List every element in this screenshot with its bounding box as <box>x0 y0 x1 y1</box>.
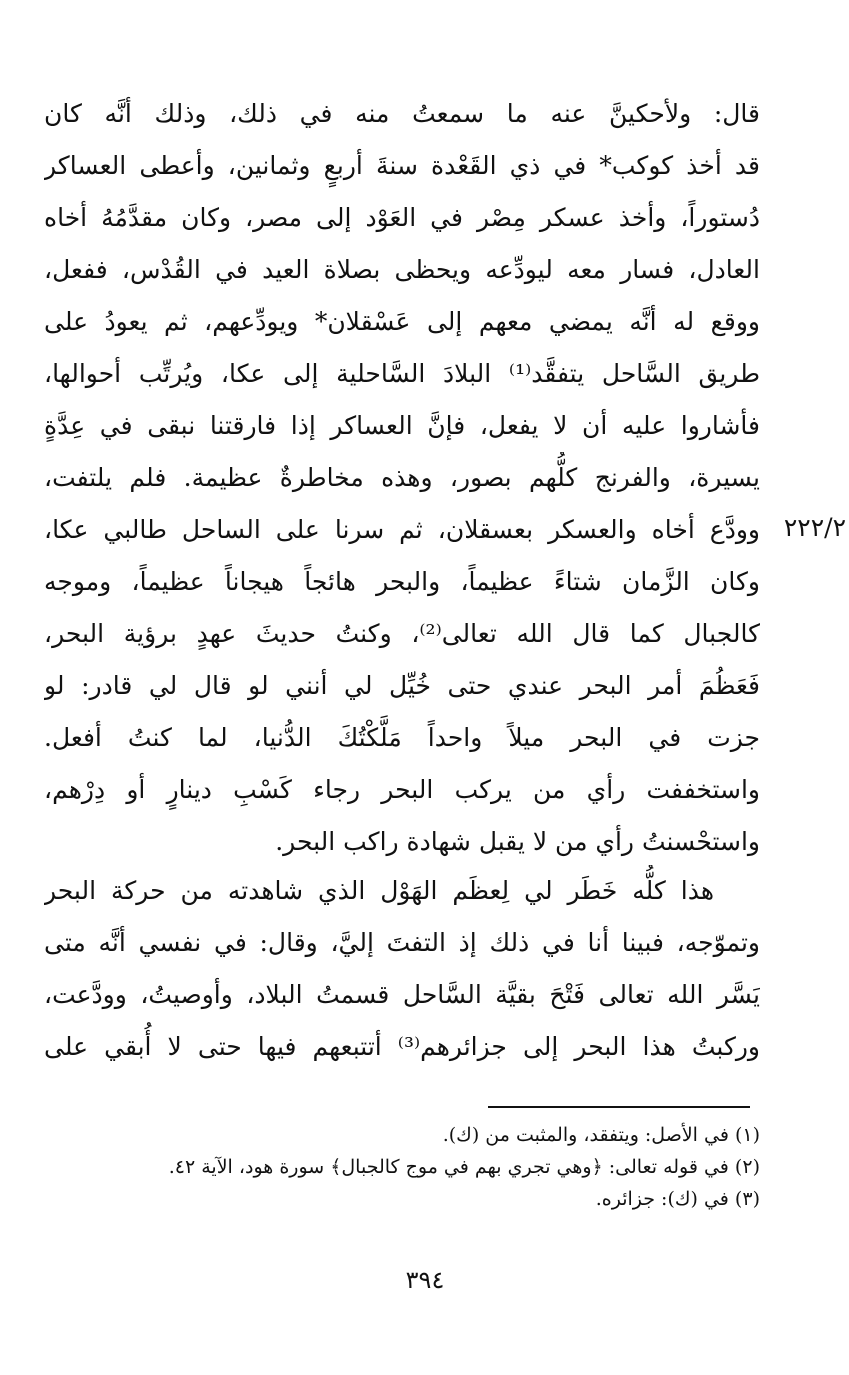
footnote-separator <box>488 1106 750 1108</box>
text-line: دُستوراً، وأخذ عسكر مِصْر في العَوْد إلى مصر، وكان مقدَّمُهُ أخاه <box>44 203 760 232</box>
text-line: ووقع له أنَّه يمضي معهم إلى عَسْقلان* ويودِّعهم، ثم يعودُ على <box>44 307 760 336</box>
text-line: وتموّجه، فبينا أنا في ذلك إذ التفتَ إليَّ، وقال: في نفسي أنَّه متى <box>44 928 760 957</box>
text-line: يَسَّر الله تعالى فَتْحَ بقيَّة السَّاحل قسمتُ البلاد، وأوصيتُ، وودَّعت، <box>44 980 760 1009</box>
footnote: (١) في الأصل: ويتفقد، والمثبت من (ك). <box>442 1124 760 1146</box>
page-number: ٣٩٤ <box>405 1266 445 1294</box>
text-line: طريق السَّاحل يتفقَّد⁽¹⁾ البلادَ السَّاحلية إلى عكا، ويُرتِّب أحوالها، <box>44 359 760 388</box>
text-line: العادل، فسار معه ليودِّعه ويحظى بصلاة العيد في القُدْس، ففعل، <box>44 255 760 284</box>
text-line: وودَّع أخاه والعسكر بعسقلان، ثم سرنا على الساحل طالبي عكا، <box>44 515 760 544</box>
text-line: وركبتُ هذا البحر إلى جزائرهم⁽³⁾ أتتبعهم فيها حتى لا أُبقي على <box>44 1032 760 1061</box>
text-line: واستحْسنتُ رأي من لا يقبل شهادة راكب البحر. <box>275 827 760 856</box>
main-paragraph <box>44 88 760 868</box>
text-line: فأشاروا عليه أن لا يفعل، فإنَّ العساكر إذا فارقتنا نبقى في عِدَّةٍ <box>44 411 760 440</box>
text-line: قد أخذ كوكب* في ذي القَعْدة سنةَ أربعٍ وثمانين، وأعطى العساكر <box>44 151 760 180</box>
footnotes <box>80 1119 760 1215</box>
footnote: (٢) في قوله تعالى: ﴿وهي تجري بهم في موج كالجبال﴾ سورة هود، الآية ٤٢. <box>168 1156 760 1178</box>
text-line: واستخففت رأي من يركب البحر رجاء كَسْبِ دينارٍ أو دِرْهم، <box>44 775 760 804</box>
second-paragraph <box>44 865 760 1073</box>
text-line: هذا كلُّه خَطَر لي لِعظَم الهَوْل الذي شاهدته من حركة البحر <box>44 876 714 905</box>
margin-reference: ٢٢٢/٢ <box>783 513 846 542</box>
text-line: فَعَظُمَ أمر البحر عندي حتى خُيِّل لي أنني لو قال لي قادر: لو <box>44 671 760 700</box>
text-line: قال: ولأحكينَّ عنه ما سمعتُ منه في ذلك، وذلك أنَّه كان <box>44 99 760 128</box>
text-line: وكان الزَّمان شتاءً عظيماً، والبحر هائجاً هيجاناً عظيماً، وموجه <box>44 567 760 596</box>
text-line: جزت في البحر ميلاً واحداً مَلَّكْتُكَ الدُّنيا، لما كنتُ أفعل. <box>44 723 760 752</box>
footnote: (٣) في (ك): جزائره. <box>595 1188 760 1210</box>
text-line: يسيرة، والفرنج كلُّهم بصور، وهذه مخاطرةٌ عظيمة. فلم يلتفت، <box>44 463 760 492</box>
text-line: كالجبال كما قال الله تعالى⁽²⁾، وكنتُ حديثَ عهدٍ برؤية البحر، <box>44 619 760 648</box>
